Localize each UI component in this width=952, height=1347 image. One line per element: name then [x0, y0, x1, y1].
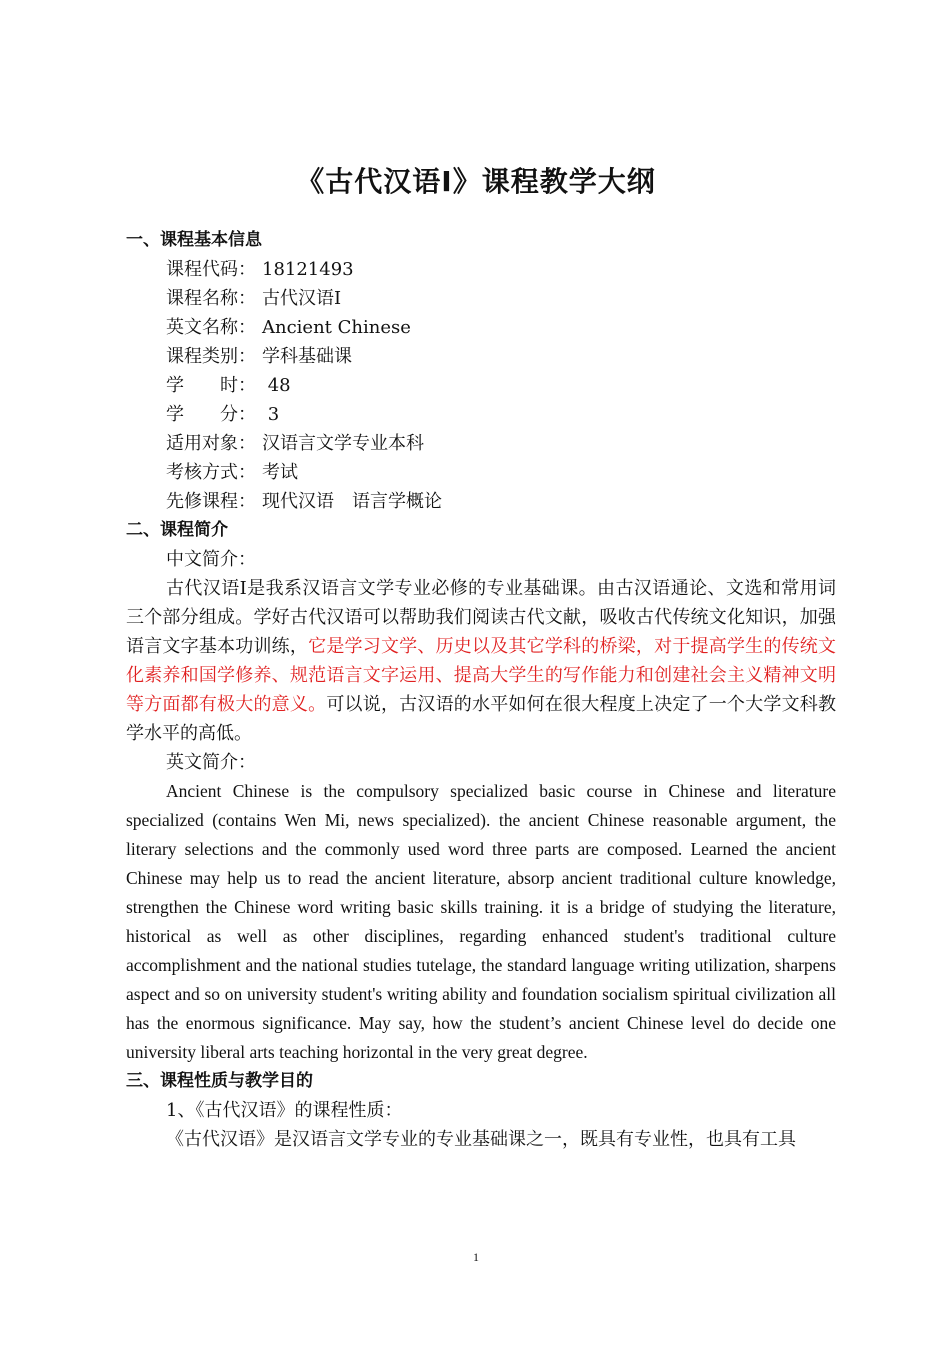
info-value: 18121493: [262, 259, 354, 280]
info-row-course-type: [126, 342, 836, 371]
info-row-audience: [126, 429, 836, 458]
english-intro-label: 英文简介：: [166, 752, 256, 773]
course-nature-paragraph: 《古代汉语》是汉语言文学专业的专业基础课之一，既具有专业性，也具有工具: [166, 1129, 796, 1150]
info-label: 适用对象：: [166, 433, 256, 454]
chinese-intro-label: 中文简介：: [166, 549, 256, 570]
info-label: 课程代码：: [166, 259, 256, 280]
info-label: 学 分：: [166, 404, 256, 425]
section-3-heading: 三、课程性质与教学目的: [126, 1071, 313, 1091]
chinese-intro-text-part2: 可以说，古汉语的水平如何在很大程度上决定了一个大学文科教学水平的高低。: [126, 694, 837, 744]
document-title: 《古代汉语Ⅰ》课程教学大纲: [296, 165, 656, 198]
info-row-assessment: [126, 458, 836, 487]
info-label: 学 时：: [166, 375, 256, 396]
info-row-prerequisites: [126, 487, 836, 516]
chinese-intro-paragraph: [126, 574, 836, 748]
info-value: 考试: [262, 462, 298, 483]
info-value: Ancient Chinese: [262, 317, 411, 338]
info-label: 英文名称：: [166, 317, 256, 338]
info-row-hours: [126, 371, 836, 400]
info-value: 48: [262, 375, 291, 396]
chinese-intro-highlight: 它是学习文学、历史以及其它学科的桥梁，对于提高学生的传统文化素养和国学修养、规范语言文字运用、提高大学生的写作能力和创建社会主义精神文明等方面都有极大的意义。: [126, 636, 837, 715]
info-value: 汉语言文学专业本科: [262, 433, 424, 454]
info-row-english-name: [126, 313, 836, 342]
info-label: 考核方式：: [166, 462, 256, 483]
info-value: 古代汉语Ⅰ: [262, 288, 342, 309]
page-number: 1: [473, 1250, 479, 1264]
english-intro-paragraph: Ancient Chinese is the compulsory specialized basic course in Chinese and literature specialized (contains Wen Mi, news specialized). the ancient Chinese reasonable argument, the literary selections and the commonly used word three parts are composed. Learned the ancient Chinese may help us to read the ancient literature, absorp ancient traditional culture knowledge, strengthen the Chinese word writing basic skills training. it is a bridge of studying the literature, historical as well as other disciplines, regarding enhanced student's traditional culture accomplishment and the national studies tutelage, the standard language writing utilization, sharpens aspect and so on university student's writing ability and foundation socialism spiritual civilization all has the enormous significance. May say, how the student’s ancient Chinese level do decide one university liberal arts teaching horizontal in the very great degree.: [126, 781, 836, 1062]
section-2-heading: 二、课程简介: [126, 520, 228, 540]
info-label: 课程名称：: [166, 288, 256, 309]
document-body: [126, 226, 836, 1154]
info-value: 3: [262, 404, 280, 425]
info-row-course-code: [126, 255, 836, 284]
info-row-course-name: [126, 284, 836, 313]
info-value: 学科基础课: [262, 346, 352, 367]
course-nature-subheading: 1、《古代汉语》的课程性质：: [166, 1100, 403, 1121]
chinese-intro-text-part1: 古代汉语Ⅰ是我系汉语言文学专业必修的专业基础课。由古汉语通论、文选和常用词三个部分组成。学好古代汉语可以帮助我们阅读古代文献，吸收古代传统文化知识，加强语言文字基本功训练，: [126, 578, 836, 657]
info-label: 先修课程：: [166, 491, 256, 512]
info-value: 现代汉语 语言学概论: [262, 491, 442, 512]
info-row-credits: [126, 400, 836, 429]
section-1-heading: 一、课程基本信息: [126, 230, 262, 250]
info-label: 课程类别：: [166, 346, 256, 367]
